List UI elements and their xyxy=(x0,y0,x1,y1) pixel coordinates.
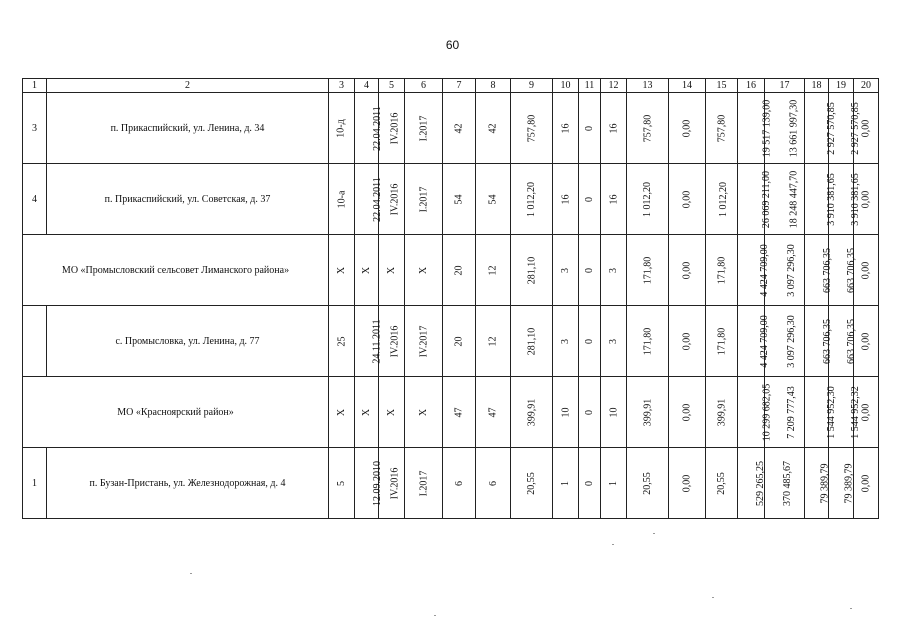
cell-value: 3 097 296,30 xyxy=(785,243,797,297)
cell-value: 0,00 xyxy=(681,403,693,421)
address-cell: с. Промысловка, ул. Ленина, д. 77 xyxy=(47,306,329,377)
cell-c14 xyxy=(669,93,706,164)
cell-value: 0 xyxy=(584,338,595,344)
cell-c15 xyxy=(706,93,738,164)
cell-c17 xyxy=(765,448,805,519)
cell-c19 xyxy=(829,448,854,519)
cell-value: 1 012,20 xyxy=(642,181,653,217)
cell-c12 xyxy=(601,448,627,519)
cell-value: 757,80 xyxy=(526,114,537,142)
cell-value: 7 209 777,43 xyxy=(785,385,797,439)
cell-value: 26 069 211,00 xyxy=(761,170,773,228)
cell-c6 xyxy=(405,448,443,519)
cell-c13 xyxy=(627,164,669,235)
cell-value: Х xyxy=(385,266,397,274)
municipality-row xyxy=(23,377,879,448)
cell-c9 xyxy=(511,306,553,377)
cell-c8 xyxy=(476,377,511,448)
cell-value: 0,00 xyxy=(681,190,693,208)
cell-value: 24.11.2011 xyxy=(371,318,383,364)
table-row xyxy=(23,164,879,235)
header-cell: 11 xyxy=(579,79,601,93)
scan-speck xyxy=(653,533,655,534)
cell-value: 6 xyxy=(453,480,465,486)
cell-c12 xyxy=(601,164,627,235)
cell-value: 20 xyxy=(453,336,465,346)
cell-value: 12 xyxy=(487,265,499,275)
cell-c18 xyxy=(805,306,833,377)
cell-value: 10-а xyxy=(336,190,347,208)
cell-value: 0,00 xyxy=(860,474,872,492)
cell-c11 xyxy=(579,448,601,519)
row-number: 4 xyxy=(23,164,47,235)
cell-value: 10 299 682,05 xyxy=(761,383,773,441)
cell-value: 663 706,35 xyxy=(822,247,833,293)
cell-value: 171,80 xyxy=(642,327,653,355)
cell-value: 10 xyxy=(608,407,619,417)
cell-c14 xyxy=(669,306,706,377)
header-cell: 10 xyxy=(553,79,579,93)
cell-c12 xyxy=(601,377,627,448)
cell-value: 18 248 447,70 xyxy=(788,170,800,228)
cell-c6 xyxy=(405,306,443,377)
header-cell: 14 xyxy=(669,79,706,93)
cell-value: 663 706,35 xyxy=(846,247,857,293)
cell-value: IV.2016 xyxy=(389,467,401,499)
cell-value: Х xyxy=(360,408,372,416)
cell-c16 xyxy=(738,93,773,164)
cell-c7 xyxy=(443,164,476,235)
cell-value: 10-д xyxy=(335,118,347,138)
header-cell: 3 xyxy=(329,79,355,93)
cell-value: 10 xyxy=(560,407,571,417)
cell-value: 3 910 381,65 xyxy=(849,172,861,226)
cell-value: 663 706,35 xyxy=(822,318,833,364)
cell-c17 xyxy=(765,235,805,306)
cell-value: 3 097 296,30 xyxy=(785,314,797,368)
header-cell: 13 xyxy=(627,79,669,93)
header-cell: 7 xyxy=(443,79,476,93)
table-row xyxy=(23,93,879,164)
cell-c15 xyxy=(706,448,738,519)
cell-c12 xyxy=(601,235,627,306)
cell-value: I.2017 xyxy=(418,115,429,141)
cell-c4 xyxy=(355,377,379,448)
cell-c3 xyxy=(329,93,355,164)
cell-value: 79 389,79 xyxy=(843,463,855,503)
cell-c15 xyxy=(706,377,738,448)
cell-value: 0 xyxy=(584,196,595,202)
cell-c11 xyxy=(579,235,601,306)
cell-value: 0,00 xyxy=(860,332,872,350)
header-cell: 16 xyxy=(738,79,765,93)
header-cell: 15 xyxy=(706,79,738,93)
cell-c16 xyxy=(738,235,770,306)
cell-c10 xyxy=(553,306,579,377)
address-cell: п. Бузан-Пристань, ул. Железнодорожная, д. 4 xyxy=(47,448,329,519)
header-cell: 18 xyxy=(805,79,829,93)
cell-value: 0 xyxy=(584,267,595,273)
cell-c16 xyxy=(738,377,773,448)
cell-c8 xyxy=(476,448,511,519)
cell-c13 xyxy=(627,377,669,448)
cell-value: 0,00 xyxy=(860,261,872,279)
cell-value: 3 xyxy=(560,338,571,344)
cell-value: 0,00 xyxy=(681,332,693,350)
scan-speck xyxy=(612,544,614,545)
table-row xyxy=(23,448,879,519)
cell-value: 4 424 709,00 xyxy=(758,314,770,368)
cell-value: 16 xyxy=(608,194,619,204)
cell-value: Х xyxy=(335,266,347,274)
cell-value: 0,00 xyxy=(860,403,872,421)
scan-speck xyxy=(190,573,192,574)
cell-value: 2 927 570,85 xyxy=(825,101,837,155)
cell-c8 xyxy=(476,306,511,377)
cell-c10 xyxy=(553,377,579,448)
cell-value: 12.09.2010 xyxy=(372,460,383,506)
cell-value: 0 xyxy=(584,480,595,486)
cell-c9 xyxy=(511,377,553,448)
cell-value: 757,80 xyxy=(716,114,727,142)
cell-value: 1 544 952,32 xyxy=(849,385,861,439)
cell-c9 xyxy=(511,448,553,519)
cell-c15 xyxy=(706,306,738,377)
cell-c12 xyxy=(601,93,627,164)
cell-c3 xyxy=(329,306,355,377)
cell-c16 xyxy=(738,306,770,377)
cell-c6 xyxy=(405,235,443,306)
cell-value: 1 012,20 xyxy=(526,181,537,217)
cell-c4 xyxy=(355,93,383,164)
cell-value: 171,80 xyxy=(642,256,653,284)
cell-c11 xyxy=(579,93,601,164)
cell-value: 0,00 xyxy=(681,119,693,137)
cell-c14 xyxy=(669,235,706,306)
cell-value: Х xyxy=(335,408,347,416)
cell-c7 xyxy=(443,306,476,377)
cell-value: 2 927 570,85 xyxy=(849,101,861,155)
cell-c9 xyxy=(511,164,553,235)
cell-value: IV.2016 xyxy=(389,112,401,144)
cell-c7 xyxy=(443,448,476,519)
header-cell: 6 xyxy=(405,79,443,93)
header-cell: 5 xyxy=(379,79,405,93)
cell-value: 19 517 139,00 xyxy=(761,99,773,157)
cell-c11 xyxy=(579,306,601,377)
cell-c14 xyxy=(669,448,706,519)
row-number: 1 xyxy=(23,448,47,519)
cell-value: 370 485,67 xyxy=(782,460,793,506)
cell-value: 42 xyxy=(487,123,499,133)
cell-c9 xyxy=(511,93,553,164)
cell-c4 xyxy=(355,235,379,306)
cell-value: 529 265,25 xyxy=(755,460,766,506)
cell-c16 xyxy=(738,164,773,235)
cell-value: 47 xyxy=(453,407,465,417)
cell-value: 5 xyxy=(336,480,347,486)
cell-value: IV.2016 xyxy=(389,183,401,215)
cell-value: 171,80 xyxy=(716,327,727,355)
cell-value: 0,00 xyxy=(860,119,872,137)
row-number: 3 xyxy=(23,93,47,164)
cell-value: 12 xyxy=(487,336,499,346)
table-row xyxy=(23,306,879,377)
cell-value: 22.04.2011 xyxy=(371,105,383,151)
cell-value: 1 xyxy=(608,480,619,486)
cell-c15 xyxy=(706,235,738,306)
cell-value: IV.2017 xyxy=(417,325,429,357)
cell-c4 xyxy=(355,164,383,235)
header-cell: 4 xyxy=(355,79,379,93)
cell-c13 xyxy=(627,448,669,519)
page-number: 60 xyxy=(445,38,460,52)
cell-value: 3 xyxy=(560,267,571,273)
cell-c14 xyxy=(669,377,706,448)
cell-value: 0,00 xyxy=(860,190,872,208)
scan-speck xyxy=(712,597,714,598)
cell-c17 xyxy=(765,306,805,377)
cell-value: 0,00 xyxy=(681,261,693,279)
header-cell: 20 xyxy=(854,79,879,93)
cell-c11 xyxy=(579,164,601,235)
scan-speck xyxy=(850,608,852,609)
cell-c10 xyxy=(553,164,579,235)
row-number xyxy=(23,306,47,377)
cell-c9 xyxy=(511,235,553,306)
cell-value: 663 706,35 xyxy=(846,318,857,364)
municipality-name: МО «Промысловский сельсовет Лиманского района» xyxy=(23,235,329,306)
address-cell: п. Прикаспийский, ул. Советская, д. 37 xyxy=(47,164,329,235)
cell-value: 171,80 xyxy=(716,256,727,284)
cell-c5 xyxy=(379,377,405,448)
cell-c13 xyxy=(627,93,669,164)
cell-c3 xyxy=(329,448,355,519)
cell-c13 xyxy=(627,306,669,377)
cell-value: 0,00 xyxy=(681,474,693,492)
cell-c5 xyxy=(379,235,405,306)
cell-c8 xyxy=(476,93,511,164)
cell-value: 281,10 xyxy=(526,327,537,355)
cell-c6 xyxy=(405,93,443,164)
cell-c18 xyxy=(805,93,837,164)
municipality-row xyxy=(23,235,879,306)
cell-value: Х xyxy=(417,266,429,274)
header-cell: 8 xyxy=(476,79,511,93)
cell-value: 281,10 xyxy=(526,256,537,284)
cell-c3 xyxy=(329,235,355,306)
cell-c11 xyxy=(579,377,601,448)
header-cell: 1 xyxy=(23,79,47,93)
cell-value: 25 xyxy=(336,336,347,346)
cell-c12 xyxy=(601,306,627,377)
cell-c4 xyxy=(355,448,383,519)
cell-c6 xyxy=(405,164,443,235)
cell-value: 47 xyxy=(487,407,499,417)
cell-value: IV.2016 xyxy=(389,325,401,357)
cell-c3 xyxy=(329,377,355,448)
cell-c20 xyxy=(854,448,879,519)
cell-value: 54 xyxy=(453,194,465,204)
cell-value: 3 xyxy=(608,267,619,273)
address-cell: п. Прикаспийский, ул. Ленина, д. 34 xyxy=(47,93,329,164)
cell-value: 0 xyxy=(584,409,595,415)
cell-value: 1 012,20 xyxy=(718,181,729,217)
header-cell: 17 xyxy=(765,79,805,93)
cell-c13 xyxy=(627,235,669,306)
cell-value: 79 389,79 xyxy=(819,463,831,503)
cell-value: 20 xyxy=(453,265,465,275)
data-table xyxy=(22,78,879,519)
cell-c10 xyxy=(553,235,579,306)
cell-c18 xyxy=(805,377,837,448)
cell-value: 3 910 381,65 xyxy=(825,172,837,226)
cell-value: 1 xyxy=(560,480,571,486)
cell-c6 xyxy=(405,377,443,448)
cell-value: 54 xyxy=(487,194,499,204)
header-row xyxy=(23,79,879,93)
cell-value: Х xyxy=(417,408,429,416)
cell-c18 xyxy=(805,448,829,519)
cell-value: 757,80 xyxy=(642,114,653,142)
cell-c20 xyxy=(854,306,879,377)
scan-speck xyxy=(434,615,436,616)
cell-c3 xyxy=(329,164,355,235)
header-cell: 2 xyxy=(47,79,329,93)
cell-c16 xyxy=(738,448,765,519)
cell-value: 16 xyxy=(560,123,571,133)
cell-value: 16 xyxy=(608,123,619,133)
cell-value: 22.04.2011 xyxy=(371,176,383,222)
cell-value: 4 424 709,00 xyxy=(758,243,770,297)
cell-value: 20,55 xyxy=(642,471,653,495)
cell-value: 1 544 952,30 xyxy=(825,385,837,439)
cell-value: 16 xyxy=(560,194,571,204)
header-cell: 19 xyxy=(829,79,854,93)
cell-c8 xyxy=(476,164,511,235)
cell-c20 xyxy=(854,235,879,306)
cell-value: 42 xyxy=(453,123,465,133)
cell-c7 xyxy=(443,93,476,164)
cell-value: Х xyxy=(360,266,372,274)
cell-value: 20,55 xyxy=(716,471,727,495)
cell-c18 xyxy=(805,164,837,235)
cell-c10 xyxy=(553,448,579,519)
cell-c10 xyxy=(553,93,579,164)
cell-value: 13 661 997,30 xyxy=(788,99,800,157)
cell-c14 xyxy=(669,164,706,235)
cell-value: 3 xyxy=(608,338,619,344)
cell-value: 399,91 xyxy=(642,398,653,426)
cell-value: 20,55 xyxy=(526,471,537,495)
cell-value: 0 xyxy=(584,125,595,131)
cell-value: I.2017 xyxy=(418,186,429,212)
cell-c15 xyxy=(706,164,738,235)
cell-value: 399,91 xyxy=(716,398,727,426)
cell-c7 xyxy=(443,235,476,306)
cell-value: 399,91 xyxy=(526,398,537,426)
cell-c7 xyxy=(443,377,476,448)
municipality-name: МО «Красноярский район» xyxy=(23,377,329,448)
cell-value: Х xyxy=(385,408,397,416)
cell-c4 xyxy=(355,306,383,377)
cell-c8 xyxy=(476,235,511,306)
cell-c18 xyxy=(805,235,833,306)
header-cell: 9 xyxy=(511,79,553,93)
cell-value: I.2017 xyxy=(418,470,429,496)
header-cell: 12 xyxy=(601,79,627,93)
cell-value: 6 xyxy=(487,480,499,486)
